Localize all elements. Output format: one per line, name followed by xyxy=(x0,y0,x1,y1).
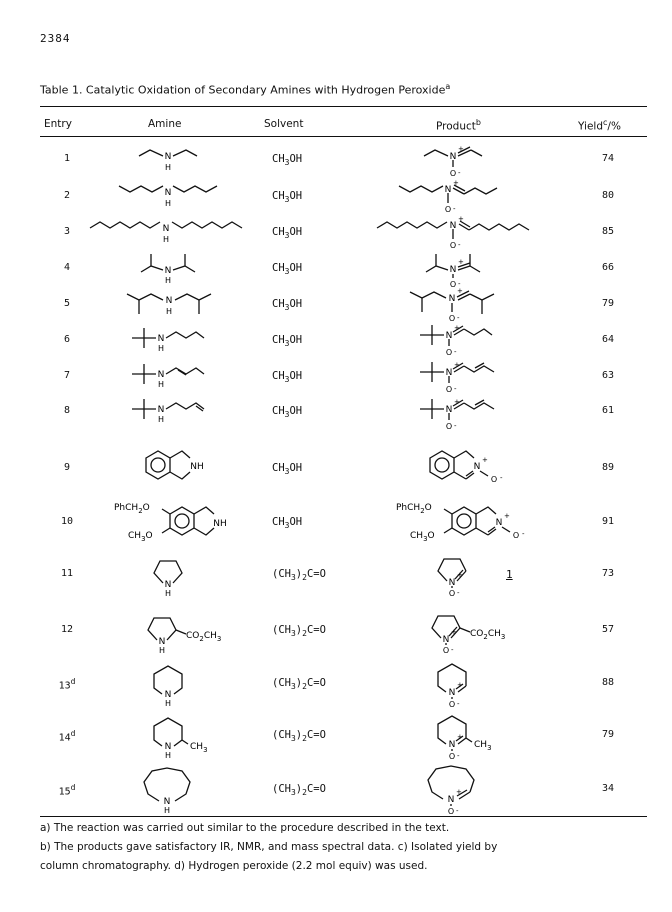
structure-drawing xyxy=(128,361,208,391)
yield-cell: 74 xyxy=(601,153,615,164)
svg-text:O: O xyxy=(445,348,453,357)
svg-text:N: N xyxy=(449,265,457,275)
svg-text:H: H xyxy=(164,589,172,598)
svg-text:N: N xyxy=(444,185,452,195)
amine-structure xyxy=(140,446,215,486)
structure-drawing xyxy=(125,288,220,320)
product-structure xyxy=(416,396,501,432)
yield-cell: 63 xyxy=(601,370,615,381)
structure-drawing xyxy=(88,218,248,248)
svg-text:NH: NH xyxy=(190,462,204,472)
solvent-cell: $CH_3OH$ xyxy=(272,462,303,477)
svg-text:N: N xyxy=(165,296,173,306)
structure-drawing xyxy=(148,714,228,758)
solvent-cell: $CH_3OH$ xyxy=(272,516,303,531)
svg-text:+: + xyxy=(451,628,457,636)
amine-structure xyxy=(128,396,208,426)
amine-structure xyxy=(135,146,205,176)
structure-drawing xyxy=(416,396,501,432)
svg-text:N: N xyxy=(495,518,503,528)
amine-structure xyxy=(125,288,220,320)
header-rule xyxy=(40,136,647,137)
svg-text:-: - xyxy=(456,807,459,815)
svg-text:CH3O: $CH_3O$ xyxy=(128,531,153,543)
solvent-cell: $CH_3OH$ xyxy=(272,405,303,420)
svg-text:+: + xyxy=(504,512,510,520)
svg-text:CH3: $CH_3$ xyxy=(190,742,208,754)
structure-drawing xyxy=(135,250,205,286)
svg-text:H: H xyxy=(164,199,172,208)
svg-text:O: O xyxy=(445,422,453,431)
structure-drawing xyxy=(416,322,496,358)
product-structure xyxy=(395,180,510,214)
entry-number: 12 xyxy=(60,624,74,635)
svg-text:H: H xyxy=(164,751,172,760)
svg-text:+: + xyxy=(456,788,462,796)
svg-text:+: + xyxy=(482,456,488,464)
svg-text:N: N xyxy=(448,688,456,698)
entry-number: 7 xyxy=(63,370,71,381)
svg-text:O: O xyxy=(490,475,498,484)
structure-drawing xyxy=(408,286,503,324)
header-product xyxy=(436,118,481,133)
table-bottom-rule xyxy=(40,816,647,817)
yield-cell: 64 xyxy=(601,334,615,345)
svg-text:H: H xyxy=(165,307,173,316)
yield-cell: 57 xyxy=(601,624,615,635)
entry-cell xyxy=(52,462,82,473)
table-top-rule xyxy=(40,106,647,107)
svg-text:N: N xyxy=(445,405,453,415)
entry-footnote-mark: d xyxy=(70,677,76,686)
footnote-c: column chromatography. d) Hydrogen peroxide (2.2 mol equiv) was used. xyxy=(40,860,428,872)
svg-text:N: N xyxy=(445,368,453,378)
solvent-cell: $CH_3OH$ xyxy=(272,190,303,205)
entry-number: 15 xyxy=(58,786,71,798)
svg-text:N: N xyxy=(162,224,170,234)
svg-text:O: O xyxy=(444,205,452,214)
structure-drawing xyxy=(416,359,501,395)
amine-structure xyxy=(140,766,194,814)
product-structure xyxy=(416,359,501,395)
svg-text:-: - xyxy=(453,205,456,213)
svg-text:N: N xyxy=(164,266,172,276)
yield-cell: 79 xyxy=(601,729,615,740)
entry-cell xyxy=(52,729,82,743)
structure-drawing xyxy=(128,396,208,426)
yield-cell: 88 xyxy=(601,677,615,688)
entry-cell xyxy=(52,226,82,237)
svg-text:+: + xyxy=(458,215,464,223)
svg-text:N: N xyxy=(445,331,453,341)
svg-text:N: N xyxy=(447,795,455,805)
product-structure xyxy=(424,764,478,814)
yield-cell: 80 xyxy=(601,190,615,201)
structure-drawing xyxy=(392,498,532,546)
svg-text:O: O xyxy=(448,589,456,598)
yield-cell: 34 xyxy=(601,783,615,794)
header-yield xyxy=(578,118,621,133)
svg-text:+: + xyxy=(457,571,463,579)
product-structure xyxy=(420,144,490,178)
amine-structure xyxy=(88,218,248,248)
entry-number: 6 xyxy=(63,334,71,345)
svg-text:+: + xyxy=(458,258,464,266)
entry-cell xyxy=(52,334,82,345)
amine-structure xyxy=(148,714,228,758)
solvent-cell: $CH_3OH$ xyxy=(272,370,303,385)
svg-text:O: O xyxy=(448,314,456,323)
svg-text:N: N xyxy=(157,334,165,344)
entry-cell xyxy=(52,677,82,691)
svg-text:-: - xyxy=(457,752,460,760)
entry-cell xyxy=(52,298,82,309)
svg-text:H: H xyxy=(162,235,170,244)
structure-drawing xyxy=(140,446,215,486)
product-structure xyxy=(375,216,535,250)
entry-number: 4 xyxy=(63,262,71,273)
svg-text:N: N xyxy=(158,637,166,647)
svg-text:N: N xyxy=(164,742,172,752)
svg-text:+: + xyxy=(454,324,460,332)
entry-cell xyxy=(52,624,82,635)
structure-drawing xyxy=(432,553,472,597)
structure-drawing xyxy=(420,250,490,288)
svg-text:+: + xyxy=(453,179,459,187)
svg-text:N: N xyxy=(157,405,165,415)
amine-structure xyxy=(110,498,240,546)
amine-structure xyxy=(148,555,188,597)
svg-text:H: H xyxy=(158,646,166,655)
product-structure xyxy=(420,250,490,288)
svg-text:-: - xyxy=(454,422,457,430)
product-structure xyxy=(408,286,503,324)
caption-text: Table 1. Catalytic Oxidation of Secondary Amines with Hydrogen Peroxide xyxy=(40,83,446,97)
header-yield-sup: c xyxy=(603,118,608,127)
svg-text:N: N xyxy=(163,797,171,807)
entry-cell xyxy=(52,783,82,797)
svg-text:H: H xyxy=(157,380,165,389)
svg-text:H: H xyxy=(157,415,165,424)
svg-text:-: - xyxy=(454,385,457,393)
structure-drawing xyxy=(432,660,472,708)
header-product-sup: b xyxy=(475,118,481,127)
structure-drawing xyxy=(424,446,514,486)
solvent-cell: $CH_3OH$ xyxy=(272,226,303,241)
yield-cell: 85 xyxy=(601,226,615,237)
structure-drawing xyxy=(142,612,237,654)
svg-text:-: - xyxy=(457,314,460,322)
svg-text:-: - xyxy=(522,530,525,538)
svg-text:-: - xyxy=(457,589,460,597)
svg-text:-: - xyxy=(500,474,503,482)
svg-text:-: - xyxy=(454,348,457,356)
svg-text:O: O xyxy=(448,752,456,761)
yield-cell: 89 xyxy=(601,462,615,473)
svg-text:-: - xyxy=(458,241,461,249)
entry-cell xyxy=(52,262,82,273)
entry-footnote-mark: d xyxy=(70,783,76,792)
entry-number: 3 xyxy=(63,226,71,237)
svg-text:+: + xyxy=(457,681,463,689)
footnote-a: a) The reaction was carried out similar to the procedure described in the text. xyxy=(40,822,450,834)
product-structure xyxy=(392,498,532,546)
footnote-b: b) The products gave satisfactory IR, NMR, and mass spectral data. c) Isolated yield by xyxy=(40,841,498,853)
header-yield-text: Yield xyxy=(578,120,603,133)
yield-cell: 61 xyxy=(601,405,615,416)
svg-text:O: O xyxy=(512,531,520,540)
header-amine: Amine xyxy=(148,118,182,130)
svg-text:H: H xyxy=(164,699,172,708)
yield-cell: 79 xyxy=(601,298,615,309)
caption-footnote-mark: a xyxy=(445,82,451,91)
solvent-cell: $(CH_3)_2C=O$ xyxy=(272,729,326,744)
svg-text:H: H xyxy=(164,276,172,285)
entry-cell xyxy=(52,153,82,164)
amine-structure xyxy=(128,361,208,391)
product-structure xyxy=(424,446,514,486)
structure-drawing xyxy=(375,216,535,250)
svg-text:N: N xyxy=(442,635,450,645)
svg-text:+: + xyxy=(454,398,460,406)
svg-text:PhCH2O: PhCH$_2$O xyxy=(396,503,432,515)
solvent-cell: $CH_3OH$ xyxy=(272,334,303,349)
svg-text:-: - xyxy=(458,280,461,288)
entry-footnote-mark: d xyxy=(70,729,76,738)
product-compound-number: 1 xyxy=(506,568,513,581)
product-structure xyxy=(432,712,512,760)
entry-cell xyxy=(52,370,82,381)
solvent-cell: $(CH_3)_2C=O$ xyxy=(272,624,326,639)
structure-drawing xyxy=(110,498,240,546)
svg-text:+: + xyxy=(457,733,463,741)
solvent-cell: $CH_3OH$ xyxy=(272,262,303,277)
entry-number: 9 xyxy=(63,462,71,473)
svg-text:CO2CH3: $CO_2CH_3$ xyxy=(470,629,506,641)
svg-text:N: N xyxy=(448,294,456,304)
svg-text:O: O xyxy=(445,385,453,394)
yield-cell: 91 xyxy=(601,516,615,527)
svg-text:N: N xyxy=(164,690,172,700)
entry-number: 5 xyxy=(63,298,71,309)
yield-cell: 66 xyxy=(601,262,615,273)
entry-cell xyxy=(52,568,82,579)
svg-text:CH3O: $CH_3O$ xyxy=(410,531,435,543)
entry-cell xyxy=(52,190,82,201)
svg-text:-: - xyxy=(451,646,454,654)
svg-text:N: N xyxy=(473,462,481,472)
svg-text:H: H xyxy=(157,344,165,353)
amine-structure xyxy=(128,325,208,355)
header-solvent: Solvent xyxy=(264,118,304,130)
svg-text:O: O xyxy=(449,241,457,250)
yield-cell: 73 xyxy=(601,568,615,579)
svg-text:O: O xyxy=(449,280,457,289)
svg-text:PhCH2O: PhCH$_2$O xyxy=(114,503,150,515)
svg-text:N: N xyxy=(164,580,172,590)
svg-text:N: N xyxy=(448,740,456,750)
entry-number: 1 xyxy=(63,153,71,164)
solvent-cell: $(CH_3)_2C=O$ xyxy=(272,783,326,798)
entry-number: 13 xyxy=(58,680,71,692)
structure-drawing xyxy=(424,764,478,814)
header-product-text: Product xyxy=(436,120,476,133)
header-yield-unit: /% xyxy=(607,120,621,133)
solvent-cell: $CH_3OH$ xyxy=(272,153,303,168)
entry-number: 2 xyxy=(63,190,71,201)
svg-text:-: - xyxy=(458,169,461,177)
svg-text:NH: NH xyxy=(213,519,227,529)
svg-text:+: + xyxy=(454,361,460,369)
solvent-cell: $CH_3OH$ xyxy=(272,298,303,313)
structure-drawing xyxy=(148,662,188,706)
entry-cell xyxy=(52,405,82,416)
svg-text:N: N xyxy=(164,152,172,162)
entry-number: 10 xyxy=(60,516,74,527)
structure-drawing xyxy=(432,712,512,760)
svg-text:H: H xyxy=(163,806,171,815)
solvent-cell: $(CH_3)_2C=O$ xyxy=(272,677,326,692)
entry-cell xyxy=(52,516,82,527)
svg-text:H: H xyxy=(164,163,172,172)
entry-number: 8 xyxy=(63,405,71,416)
svg-text:N: N xyxy=(164,188,172,198)
svg-text:CH3: $CH_3$ xyxy=(474,740,492,752)
structure-drawing xyxy=(420,144,490,178)
structure-drawing xyxy=(115,182,225,212)
svg-text:CO2CH3: $CO_2CH_3$ xyxy=(186,631,222,643)
product-structure xyxy=(426,610,526,654)
product-structure xyxy=(432,660,472,708)
svg-text:O: O xyxy=(447,807,455,816)
header-entry: Entry xyxy=(44,118,72,130)
structure-drawing xyxy=(426,610,526,654)
svg-text:N: N xyxy=(449,152,457,162)
svg-text:+: + xyxy=(458,145,464,153)
product-structure xyxy=(432,553,472,597)
svg-text:N: N xyxy=(449,221,457,231)
svg-text:N: N xyxy=(157,370,165,380)
structure-drawing xyxy=(140,766,194,814)
entry-number: 11 xyxy=(60,568,74,579)
amine-structure xyxy=(148,662,188,706)
solvent-cell: $(CH_3)_2C=O$ xyxy=(272,568,326,583)
table-caption xyxy=(40,82,450,97)
svg-text:O: O xyxy=(449,169,457,178)
structure-drawing xyxy=(395,180,510,214)
structure-drawing xyxy=(148,555,188,597)
svg-text:+: + xyxy=(457,287,463,295)
entry-number: 14 xyxy=(58,732,71,744)
svg-text:N: N xyxy=(448,578,456,588)
structure-drawing xyxy=(135,146,205,176)
amine-structure xyxy=(135,250,205,286)
structure-drawing xyxy=(128,325,208,355)
svg-text:-: - xyxy=(457,700,460,708)
page-number: 2384 xyxy=(40,32,71,45)
amine-structure xyxy=(115,182,225,212)
svg-text:O: O xyxy=(448,700,456,709)
product-structure xyxy=(416,322,496,358)
svg-text:O: O xyxy=(442,646,450,655)
amine-structure xyxy=(142,612,237,654)
